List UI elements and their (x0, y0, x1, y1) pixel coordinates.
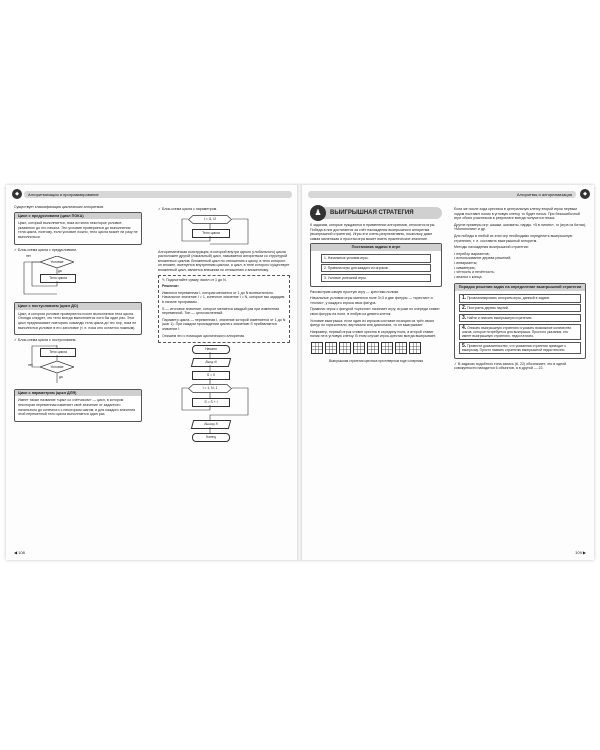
algo-end: Конец (192, 433, 230, 442)
while-body: Тело цикла (40, 274, 76, 283)
games-intro: К задачам, которые нуждаются в применении алгоритмов, относятся игры. Победа в них достигается за счёт нахождения выигрышного алгоритма (выигрышной стратегии). Игры эти очень результативны, поскольку даже самая маленькая и простая игра может иметь практическое значение. (310, 223, 436, 241)
while-box-title: Цикл с предусловием (цикл ПОКА) (15, 213, 141, 220)
chapter-icon-right: ◆ (580, 189, 590, 199)
order-step: 2. Построить дерево партий. (459, 304, 581, 312)
while-no-label: нет (26, 254, 31, 259)
algo-loop-label: I = 1, N, 1 (202, 386, 218, 391)
board-diagram (311, 342, 323, 354)
closing-text: ✓ В задачах подобного типа запись (6, 22) обозначает, что в одной совокупности находится 6 объектов, а в другой — 22. (454, 361, 567, 371)
algo-output: Вывод S (191, 420, 231, 429)
method-item: • использование дерева решений; (454, 256, 512, 261)
example-text: Например, первый игрок ставит крестик в середину поля, а второй ставит нолик не в угловую клетку. В этом случае игрок-крестик всегда выигрывает. (310, 329, 436, 339)
while-box-text: Цикл, который выполняется, пока истинно некоторое условие, указанное до его начала. Это условие проверяется до выполнения тела цикла, поэтому, если условие ложно, тело цикла может ни разу не выполниться. (18, 221, 138, 239)
until-box-title: Цикл с постусловием (цикл ДО) (15, 303, 141, 310)
method-item: • инварианты; (454, 260, 478, 265)
while-flowchart (14, 254, 142, 298)
methods-list (454, 252, 586, 280)
order-step: 4. Описать выигрышную стратегию и указать возможное количество шагов, которое потребуется для выигрыша. Простого указания, кто имеет выигрышную стратегию, недостаточно. (459, 324, 581, 341)
method-item: • анализ с конца. (454, 274, 483, 279)
while-caption-text: Блок-схема цикла с предусловием. (18, 247, 77, 252)
left-page-number: ◀ 108 (14, 550, 25, 556)
solution-s: S — итоговое значение, которое меняется каждый раз при изменении переменной. Тип — целочисленный. (162, 306, 280, 316)
param-text: Параметр цикла — переменная I, значение которой изменяется от 1 до N (шаг 1). При каждом прохождении цикла к значению S прибавляется значение I. (162, 317, 286, 331)
left-header-title: Алгоритмизация и программирование (28, 192, 99, 197)
left-page (6, 185, 298, 560)
until-box (14, 302, 142, 335)
right-column-2 (454, 207, 586, 373)
right-column-1 (310, 207, 442, 365)
while-condition-label: Условие (50, 260, 64, 265)
for-box-title: Цикл с параметром (цикл ДЛЯ) (15, 390, 141, 397)
method-item: • перебор вариантов; (454, 251, 490, 256)
while-yes-label: да (58, 269, 62, 274)
left-column-1 (14, 205, 142, 425)
param-caption-text: Блок-схема цикла с параметром. (162, 207, 218, 211)
method-item: • чётность и нечётность; (454, 270, 495, 275)
algo-assign: S = S + I (192, 398, 230, 407)
sum-algorithm (158, 345, 290, 447)
methods-intro: Для победы в любой из этих игр необходимо определить выигрышную стратегию, т. е. составить выигрышный алгоритм. (454, 233, 573, 243)
task-text: ✎ Подсчитайте сумму чисел от 1 до N. (162, 277, 227, 282)
left-page-number-text: 108 (18, 550, 25, 556)
for-arrows (158, 214, 290, 246)
for-body: Тело цикла (192, 229, 230, 238)
intro-text: Существует классификация циклических алгоритмов. (14, 205, 104, 209)
board-diagram (409, 342, 421, 354)
task-setup-title: Постановка задачи в игре (311, 244, 441, 251)
order-steps (455, 291, 585, 358)
algo-init: S = 0 (192, 371, 230, 380)
for-box-text: Имеет также название «цикл со счётчиком» — цикл, в котором некоторая переменная изменяет своё значение от заданного начального до конечного с некоторым шагом, и для каждого значения этой переменной тело цикла выполняется один раз. (18, 398, 136, 417)
for-flowchart (158, 214, 290, 246)
board-diagram (325, 342, 337, 354)
until-condition-label: Условие (50, 364, 64, 369)
while-arrows (14, 254, 142, 298)
methods-title: Методы нахождения выигрышной стратегии: (454, 245, 529, 250)
until-arrows (14, 345, 142, 385)
right-header-title: Алгоритмы и алгоритмизация (516, 192, 572, 197)
algo-start: Начало (192, 345, 230, 354)
order-step: 5. Привести доказательство, что указанная стратегия приводит к выигрышу. Просто назвать стратегию выигрышной недостаточно. (459, 342, 581, 354)
until-caption: ✓ Блок-схема цикла с постусловием. (14, 338, 77, 343)
for-box (14, 389, 142, 422)
win-condition: Условие выигрыша: если один из игроков составит позицию из трёх своих фигур по горизонтали, вертикали или диагонали, то он выигрывает. (310, 318, 435, 328)
until-flowchart (14, 345, 142, 385)
board-diagram (395, 342, 407, 354)
task-text-content: Подсчитайте сумму чисел от 1 до N. (166, 277, 227, 282)
figure-caption: Выигрышная стратегия крестика при неверном ходе соперника (328, 358, 424, 363)
until-no-label: нет (28, 362, 33, 367)
closing-text-content: В задачах подобного типа запись (6, 22) обозначает, что в одной совокупности находится 6 объектов, а в другой — 22. (454, 361, 567, 371)
left-column-2 (158, 205, 290, 451)
board-diagram (353, 342, 365, 354)
board-diagram (381, 342, 393, 354)
order-box (454, 283, 586, 358)
solution-text: Имеются переменная I, которая меняется от 1 до N включительно. Начальное значение I = 1, конечное значение I = N, которые мы зададим в начале программы. (162, 290, 285, 304)
left-header (24, 191, 292, 198)
section-icon: ♟ (310, 205, 326, 221)
order-title: Порядок решения задач на определение выигрышной стратегии (455, 284, 585, 291)
tictactoe-figure (310, 341, 442, 357)
task-step: 1. Начальные условия игры. (321, 254, 431, 262)
right-page-number: 109 ▶ (575, 550, 586, 556)
rules-text: Правила: игрок с фигурой «крестик» начинает игру; игроки по очереди ставят свои фигуры на поле, в любую из девяти клеток. (310, 307, 440, 316)
section-title-bar (310, 207, 442, 219)
until-body: Тело цикла (40, 348, 76, 357)
right-page-number-text: 109 (575, 550, 582, 556)
book-spread (6, 185, 594, 560)
task-setup-box (310, 243, 442, 286)
for-header-label: I = I1, I2 (203, 216, 217, 221)
until-box-text: Цикл, в котором условие проверяется после выполнения тела цикла. Отсюда следует, что тело всегда выполняется хотя бы один раз. Этот цикл предписывает повторять команды тела цикла до тех пор, пока не выполнится условие в его заголовке (т. е. пока оно остается ложным). (18, 311, 137, 330)
method-item: • симметрия; (454, 265, 476, 270)
algo-input: Ввод N (191, 358, 231, 367)
algo-arrows (158, 345, 290, 447)
other-games: Другие примеры игр: шашки, шахматы, нарды, «5 в линию», го (игра из Китая), «Монополия» и др. (454, 222, 586, 232)
corner-text: Если же после хода крестика в центральную клетку второй игрок первым ходом поставит нолик в угловую клетку, то будет ничья. При безошибочной игре обоих участников в результате всегда получится ничья. (454, 207, 580, 221)
tictactoe-intro: Рассмотрим самую простую игру — крестики-нолики. (310, 289, 400, 294)
describe-text: Опишем это с помощью циклического алгоритма. (162, 333, 245, 338)
right-page (302, 185, 594, 560)
nested-text: Алгоритмическая конструкция, в которой внутри одного (глобального) цикла расположен другой (локальный) цикл, называется алгоритмом со структурой вложенных циклов. Вложенный цикл по отношению к циклу, в тело которого он вложен, именуется внутренним циклом, а цикл, в теле которого существует вложенный цикл, является внешним по отношению к вложенному. (158, 249, 290, 272)
right-header (308, 191, 576, 198)
section-title: ВЫИГРЫШНАЯ СТРАТЕГИЯ (330, 210, 414, 216)
order-step: 3. Найти и описать выигрышную стратегию. (459, 314, 581, 322)
until-yes-label: да (59, 374, 63, 379)
board-diagram (339, 342, 351, 354)
board-diagram (367, 342, 379, 354)
task-steps (311, 251, 441, 286)
task-step: 2. Правила игры для каждого из игроков. (321, 264, 431, 272)
while-box (14, 212, 142, 245)
until-caption-text: Блок-схема цикла с постусловием. (18, 338, 77, 343)
task-note (158, 275, 290, 344)
task-step: 3. Условие успешной игры. (321, 274, 431, 282)
param-caption: ✓ Блок-схема цикла с параметром. (158, 207, 218, 211)
order-step: 1. Проанализировать алгоритм игры, данный в задаче. (459, 294, 581, 302)
initial-conditions: Начальные условия игры имеются поле 3×3 и две фигуры — «крестик» и «нолик», у каждого игрока своя фигура. (310, 296, 433, 305)
while-caption: ✓ Блок-схема цикла с предусловием. (14, 247, 77, 252)
solution-title: Решение: (162, 284, 179, 289)
chapter-icon: ◆ (12, 189, 22, 199)
